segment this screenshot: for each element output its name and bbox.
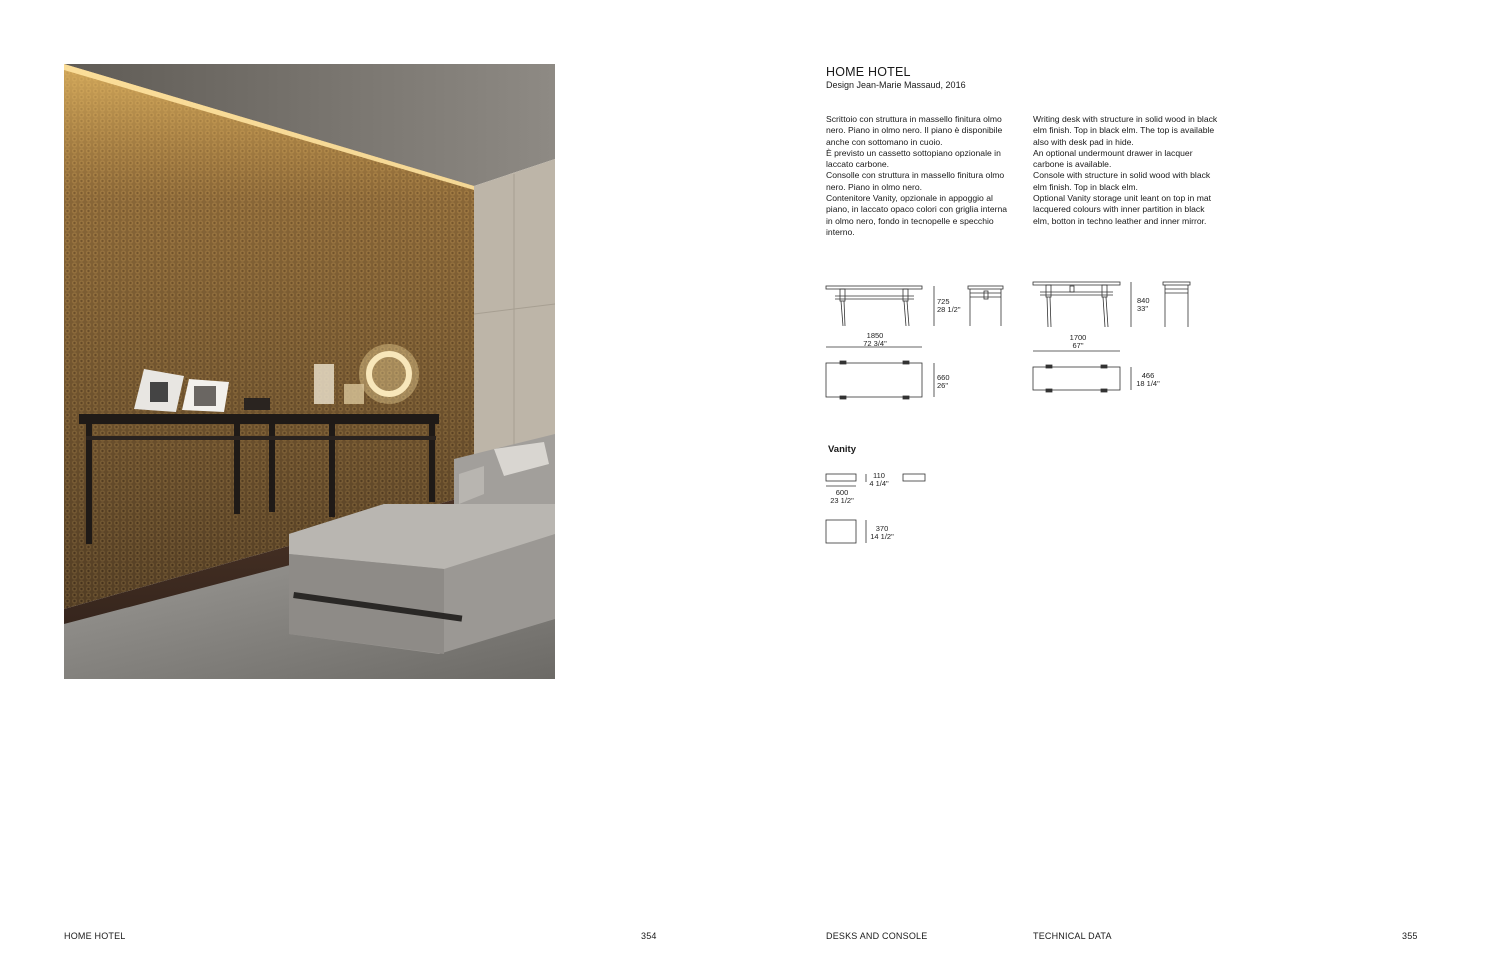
dim-in: 23 1/2" [830, 496, 854, 505]
dim-mm: 1850 [866, 331, 884, 340]
footer-right-title: TECHNICAL DATA [1033, 931, 1112, 941]
console-top-view [1033, 365, 1120, 392]
description-paragraph: Contenitore Vanity, opzionale in appoggio al piano, in laccato opaco colori con griglia interna in olmo nero, fondo in tecnopelle e specchio interno. [826, 193, 1008, 237]
dim-mm: 110 [873, 471, 885, 480]
desk-width-label [850, 332, 900, 348]
vanity-top-view [826, 520, 856, 543]
dim-in: 33" [1137, 304, 1149, 313]
dim-mm: 840 [1137, 296, 1150, 305]
console-width-label [1053, 334, 1103, 350]
vanity-front-view [826, 474, 856, 481]
dim-in: 72 3/4" [863, 339, 887, 348]
dim-mm: 660 [937, 373, 950, 382]
desk-depth-label [937, 374, 950, 390]
description-paragraph: Optional Vanity storage unit leant on top in mat lacquered colours with inner partition in black elm, botton in techno leather and inner mirror. [1033, 193, 1212, 226]
dim-in: 18 1/4" [1136, 379, 1160, 388]
description-paragraph: Scrittoio con struttura in massello finitura olmo nero. Piano in olmo nero. Il piano è disponibile anche con sottomano in cuoio. [826, 114, 1003, 147]
console-front-view [1033, 282, 1120, 327]
vanity-title: Vanity [828, 444, 856, 455]
dim-mm: 466 [1141, 371, 1155, 380]
description-paragraph: Console with structure in solid wood with black elm finish. Top in black elm. [1033, 170, 1211, 192]
product-title: HOME HOTEL [826, 65, 911, 79]
dim-mm: 600 [835, 488, 849, 497]
description-paragraph: An optional undermount drawer in lacquer carbone is available. [1033, 147, 1193, 170]
dim-mm: 1700 [1069, 333, 1087, 342]
dim-in: 14 1/2" [870, 532, 894, 541]
footer-left-title: HOME HOTEL [64, 931, 126, 941]
console-side-view [1163, 282, 1190, 327]
description-italian [826, 114, 1011, 238]
vanity-side-view [903, 474, 925, 481]
description-english [1033, 114, 1218, 227]
footer-section: DESKS AND CONSOLE [826, 931, 928, 941]
description-paragraph: Writing desk with structure in solid wood in black elm finish. Top in black elm. The top is available also with desk pad in hide. [1033, 114, 1218, 147]
dim-mm: 370 [875, 524, 889, 533]
dim-in: 28 1/2" [937, 305, 961, 314]
interior-photo [64, 64, 555, 679]
dim-in: 67" [1072, 341, 1084, 350]
description-paragraph: Consolle con struttura in massello finitura olmo nero. Piano in olmo nero. [826, 170, 1005, 192]
desk-side-view [968, 286, 1003, 326]
desk-front-view [826, 286, 922, 326]
description-paragraph: È previsto un cassetto sottopiano opzionale in laccato carbone. [826, 147, 1001, 170]
dim-in: 26" [937, 381, 949, 390]
vanity-depth-label [868, 525, 896, 541]
dim-in: 4 1/4" [869, 479, 889, 488]
page-number-left: 354 [641, 931, 657, 941]
vanity-width-label [826, 489, 858, 505]
desk-top-view [826, 361, 922, 399]
console-height-label [1137, 297, 1150, 313]
page-number-right: 355 [1402, 931, 1418, 941]
designer-credit: Design Jean-Marie Massaud, 2016 [826, 80, 966, 90]
desk-height-label [937, 298, 961, 314]
dim-mm: 725 [937, 297, 950, 306]
console-depth-label [1133, 372, 1163, 388]
vanity-height-label [867, 472, 891, 488]
